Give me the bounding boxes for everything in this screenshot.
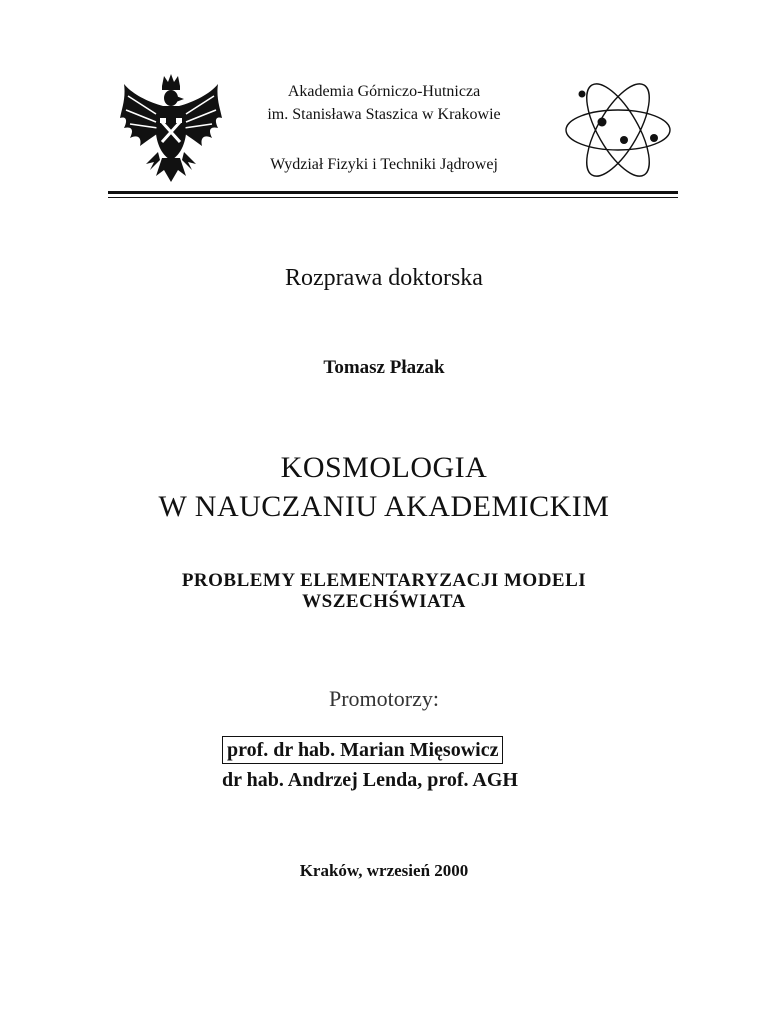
header-rule-thin [108, 197, 678, 198]
atom-icon [562, 74, 674, 186]
title-line-1: KOSMOLOGIA [280, 451, 488, 484]
supervisor-primary: prof. dr hab. Marian Mięsowicz [222, 736, 503, 764]
subtitle-line-2: WSZECHŚWIATA [302, 591, 466, 612]
faculty-name: Wydział Fizyki i Techniki Jądrowej [270, 156, 498, 173]
subtitle-line-1: PROBLEMY ELEMENTARYZACJI MODELI [181, 570, 587, 591]
author-name: Tomasz Płazak [323, 357, 445, 378]
supervisors-label: Promotorzy: [329, 686, 439, 711]
document-type: Rozprawa doktorska [285, 265, 483, 291]
university-patron: im. Stanisława Staszica w Krakowie [267, 106, 501, 123]
header-rule-thick [108, 191, 678, 194]
supervisor-secondary: dr hab. Andrzej Lenda, prof. AGH [222, 769, 518, 791]
title-line-2: W NAUCZANIU AKADEMICKIM [158, 490, 610, 523]
university-name: Akademia Górniczo-Hutnicza [287, 83, 481, 100]
place-date: Kraków, wrzesień 2000 [299, 861, 469, 880]
